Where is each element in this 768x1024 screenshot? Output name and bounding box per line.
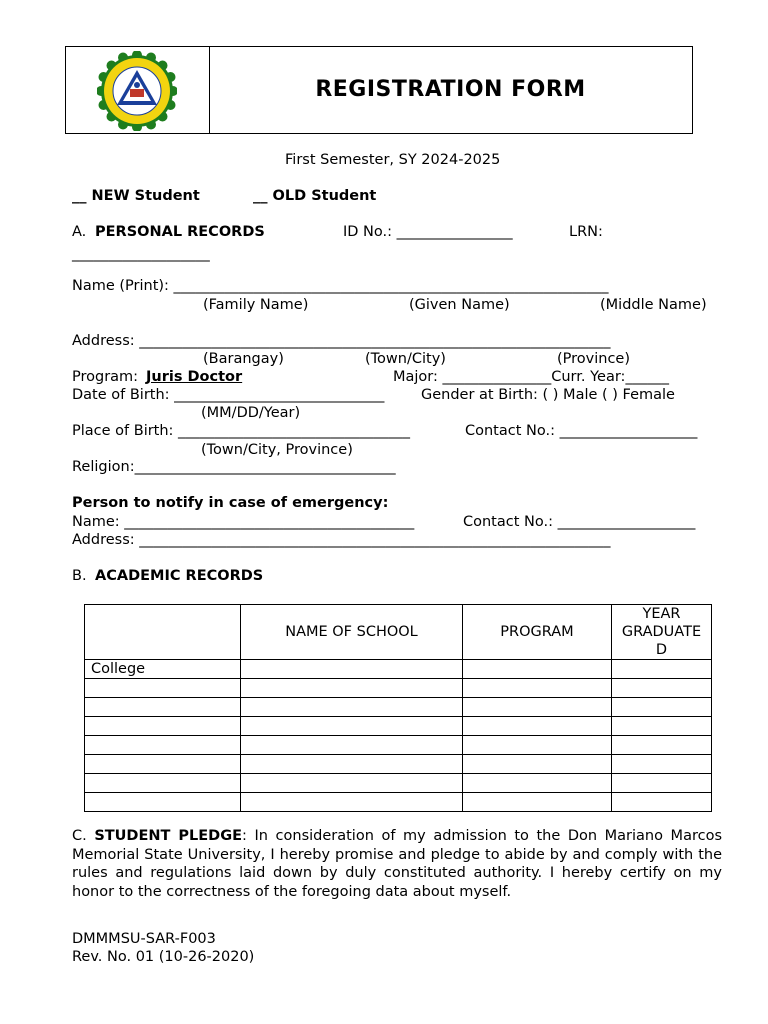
table-cell[interactable] bbox=[241, 755, 463, 774]
table-cell[interactable] bbox=[463, 717, 612, 736]
column-header: PROGRAM bbox=[463, 605, 612, 660]
table-cell[interactable] bbox=[463, 679, 612, 698]
form-header bbox=[65, 46, 693, 134]
table-row bbox=[85, 717, 712, 736]
table-cell[interactable] bbox=[241, 793, 463, 812]
emergency-address-field[interactable]: Address: _________________________________________________________________ bbox=[72, 532, 611, 548]
table-cell[interactable] bbox=[612, 774, 712, 793]
table-cell[interactable] bbox=[85, 774, 241, 793]
semester-label: First Semester, SY 2024-2025 bbox=[285, 152, 501, 168]
column-header: YEAR GRADUATE D bbox=[612, 605, 712, 660]
section-b-letter: B. bbox=[72, 568, 87, 584]
revision-number: Rev. No. 01 (10-26-2020) bbox=[72, 949, 255, 965]
barangay-hint: (Barangay) bbox=[203, 351, 284, 367]
emergency-name-field[interactable]: Name: ________________________________________ bbox=[72, 514, 415, 530]
section-b-title: ACADEMIC RECORDS bbox=[95, 568, 264, 584]
table-cell[interactable] bbox=[463, 698, 612, 717]
religion-field[interactable]: Religion:____________________________________ bbox=[72, 459, 396, 475]
address-field[interactable]: Address: _________________________________________________________________ bbox=[72, 333, 611, 349]
town-hint: (Town/City) bbox=[365, 351, 446, 367]
table-cell[interactable]: College bbox=[85, 660, 241, 679]
table-row bbox=[85, 774, 712, 793]
section-a-title: PERSONAL RECORDS bbox=[95, 224, 265, 240]
table-cell[interactable] bbox=[241, 736, 463, 755]
table-cell[interactable] bbox=[612, 755, 712, 774]
table-row bbox=[85, 755, 712, 774]
lrn-label: LRN: bbox=[569, 224, 603, 240]
emergency-title: Person to notify in case of emergency: bbox=[72, 495, 389, 511]
table-cell[interactable] bbox=[85, 679, 241, 698]
table-cell[interactable] bbox=[463, 755, 612, 774]
table-cell[interactable] bbox=[85, 755, 241, 774]
table-row bbox=[85, 660, 712, 679]
table-cell[interactable] bbox=[463, 774, 612, 793]
major-curr-year-field[interactable]: Major: _______________Curr. Year:______ bbox=[393, 369, 669, 385]
table-row bbox=[85, 793, 712, 812]
academic-records-table bbox=[84, 604, 712, 812]
table-cell[interactable] bbox=[612, 660, 712, 679]
date-of-birth-field[interactable]: Date of Birth: _____________________________ bbox=[72, 387, 385, 403]
table-cell[interactable] bbox=[241, 660, 463, 679]
table-cell[interactable] bbox=[241, 698, 463, 717]
pledge-text: : In consideration of my admission to the Don Mariano Marcos Memorial State University, I hereby promise and pledge to abide by and comply with the rules and regulations laid down by duly constituted authority. I hereby certify on my honor to the correctness of the foregoing data about myself. bbox=[72, 828, 722, 900]
table-row bbox=[85, 736, 712, 755]
student-pledge bbox=[72, 827, 722, 901]
dob-format-hint: (MM/DD/Year) bbox=[201, 405, 301, 421]
contact-no-field[interactable]: Contact No.: ___________________ bbox=[465, 423, 698, 439]
table-cell[interactable] bbox=[612, 698, 712, 717]
table-cell[interactable] bbox=[612, 793, 712, 812]
program-label: Program: bbox=[72, 369, 139, 385]
table-cell[interactable] bbox=[85, 717, 241, 736]
pob-format-hint: (Town/City, Province) bbox=[201, 442, 353, 458]
table-cell[interactable] bbox=[463, 660, 612, 679]
table-cell[interactable] bbox=[612, 717, 712, 736]
table-cell[interactable] bbox=[612, 679, 712, 698]
table-cell[interactable] bbox=[85, 793, 241, 812]
province-hint: (Province) bbox=[557, 351, 631, 367]
table-cell[interactable] bbox=[241, 679, 463, 698]
section-c-title: STUDENT PLEDGE bbox=[94, 828, 243, 844]
old-student-option[interactable]: __ OLD Student bbox=[253, 188, 377, 204]
table-cell[interactable] bbox=[85, 736, 241, 755]
table-row bbox=[85, 679, 712, 698]
section-c-letter: C. bbox=[72, 828, 87, 844]
given-name-hint: (Given Name) bbox=[409, 297, 510, 313]
lrn-field[interactable]: ___________________ bbox=[72, 246, 210, 262]
column-header bbox=[85, 605, 241, 660]
table-cell[interactable] bbox=[241, 774, 463, 793]
table-cell[interactable] bbox=[463, 736, 612, 755]
table-row bbox=[85, 698, 712, 717]
logo-cell bbox=[66, 47, 210, 133]
table-cell[interactable] bbox=[612, 736, 712, 755]
name-field[interactable]: Name (Print): ____________________________________________________________ bbox=[72, 278, 609, 294]
id-no-field[interactable]: ID No.: ________________ bbox=[343, 224, 513, 240]
middle-name-hint: (Middle Name) bbox=[600, 297, 707, 313]
form-title: REGISTRATION FORM bbox=[315, 77, 586, 102]
column-header: NAME OF SCHOOL bbox=[241, 605, 463, 660]
place-of-birth-field[interactable]: Place of Birth: ________________________________ bbox=[72, 423, 411, 439]
form-code: DMMMSU-SAR-F003 bbox=[72, 931, 216, 947]
gender-field[interactable]: Gender at Birth: ( ) Male ( ) Female bbox=[421, 387, 675, 403]
new-student-option[interactable]: __ NEW Student bbox=[72, 188, 200, 204]
table-header-row bbox=[85, 605, 712, 660]
emergency-contact-field[interactable]: Contact No.: ___________________ bbox=[463, 514, 696, 530]
table-cell[interactable] bbox=[463, 793, 612, 812]
table-cell[interactable] bbox=[241, 717, 463, 736]
family-name-hint: (Family Name) bbox=[203, 297, 309, 313]
section-a-letter: A. bbox=[72, 224, 87, 240]
program-value: Juris Doctor bbox=[146, 369, 243, 385]
university-seal-logo bbox=[97, 51, 177, 131]
table-cell[interactable] bbox=[85, 698, 241, 717]
